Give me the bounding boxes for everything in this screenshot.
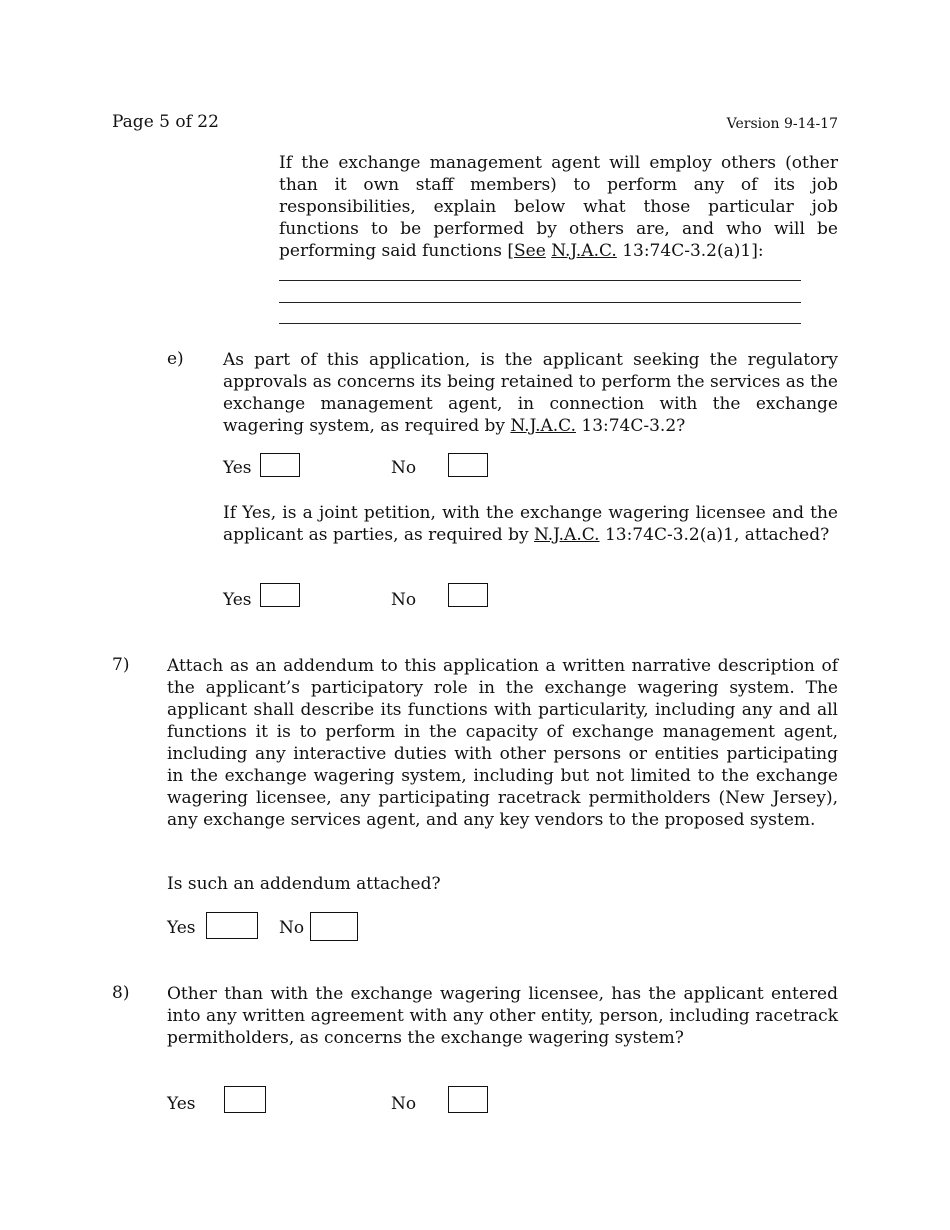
- q7-question: Is such an addendum attached?: [167, 874, 441, 894]
- e-yes-checkbox[interactable]: [260, 453, 300, 477]
- e-no-checkbox[interactable]: [448, 453, 488, 477]
- answer-line-2[interactable]: [279, 302, 801, 303]
- page-number: Page 5 of 22: [112, 112, 219, 132]
- e-joint-petition-paragraph: If Yes, is a joint petition, with the exchange wagering licensee and the applicant as parties, as required by N.J.A.C. 13:74C-3.2(a)1, attached?: [223, 503, 838, 545]
- e-joint-yes-checkbox[interactable]: [260, 583, 300, 607]
- njac-citation: N.J.A.C.: [510, 416, 576, 436]
- e-joint-yes-label: Yes: [223, 590, 252, 610]
- q7-no-checkbox[interactable]: [310, 912, 358, 941]
- e-paragraph: As part of this application, is the applicant seeking the regulatory approvals as concerns its being retained to perform the services as the exchange management agent, in connection with the exchange wagering system, as required by N.J.A.C. 13:74C-3.2?: [223, 350, 838, 436]
- e-joint-no-label: No: [391, 590, 417, 610]
- q7-yes-checkbox[interactable]: [206, 912, 258, 939]
- answer-line-3[interactable]: [279, 323, 801, 324]
- njac-citation: N.J.A.C.: [533, 525, 600, 545]
- item-marker-8: 8): [112, 983, 130, 1003]
- version-label: Version 9-14-17: [726, 116, 838, 132]
- answer-line-1[interactable]: [279, 280, 801, 281]
- q8-no-label: No: [391, 1094, 417, 1114]
- e-yes-label: Yes: [223, 458, 252, 478]
- q8-yes-checkbox[interactable]: [224, 1086, 266, 1113]
- q7-no-label: No: [279, 918, 305, 938]
- q8-no-checkbox[interactable]: [448, 1086, 488, 1113]
- e-no-label: No: [391, 458, 417, 478]
- d-continued-paragraph: If the exchange management agent will employ others (other than it own staff members) to perform any of its job responsibilities, explain below what those particular job functions to be performed by others are, and who will be performing said functions [See N.J.A.C. 13:74C-3.2(a)1]:: [279, 153, 838, 261]
- item-marker-e: e): [167, 349, 184, 369]
- item-marker-7: 7): [112, 655, 130, 675]
- e-joint-no-checkbox[interactable]: [448, 583, 488, 607]
- q7-paragraph: Attach as an addendum to this application a written narrative description of the applicant’s participatory role in the exchange wagering system. The applicant shall describe its functions with particularity, including any and all functions it is to perform in the capacity of exchange management agent, including any interactive duties with other persons or entities participating in the exchange wagering system, including but not limited to the exchange wagering licensee, any participating racetrack permitholders (New Jersey), any exchange services agent, and any key vendors to the proposed system.: [167, 656, 838, 830]
- q7-yes-label: Yes: [167, 918, 196, 938]
- q8-yes-label: Yes: [167, 1094, 196, 1114]
- njac-citation: N.J.A.C.: [551, 241, 617, 261]
- see-signal: See: [514, 241, 546, 261]
- q8-paragraph: Other than with the exchange wagering licensee, has the applicant entered into any written agreement with any other entity, person, including racetrack permitholders, as concerns the exchange wagering system?: [167, 984, 838, 1048]
